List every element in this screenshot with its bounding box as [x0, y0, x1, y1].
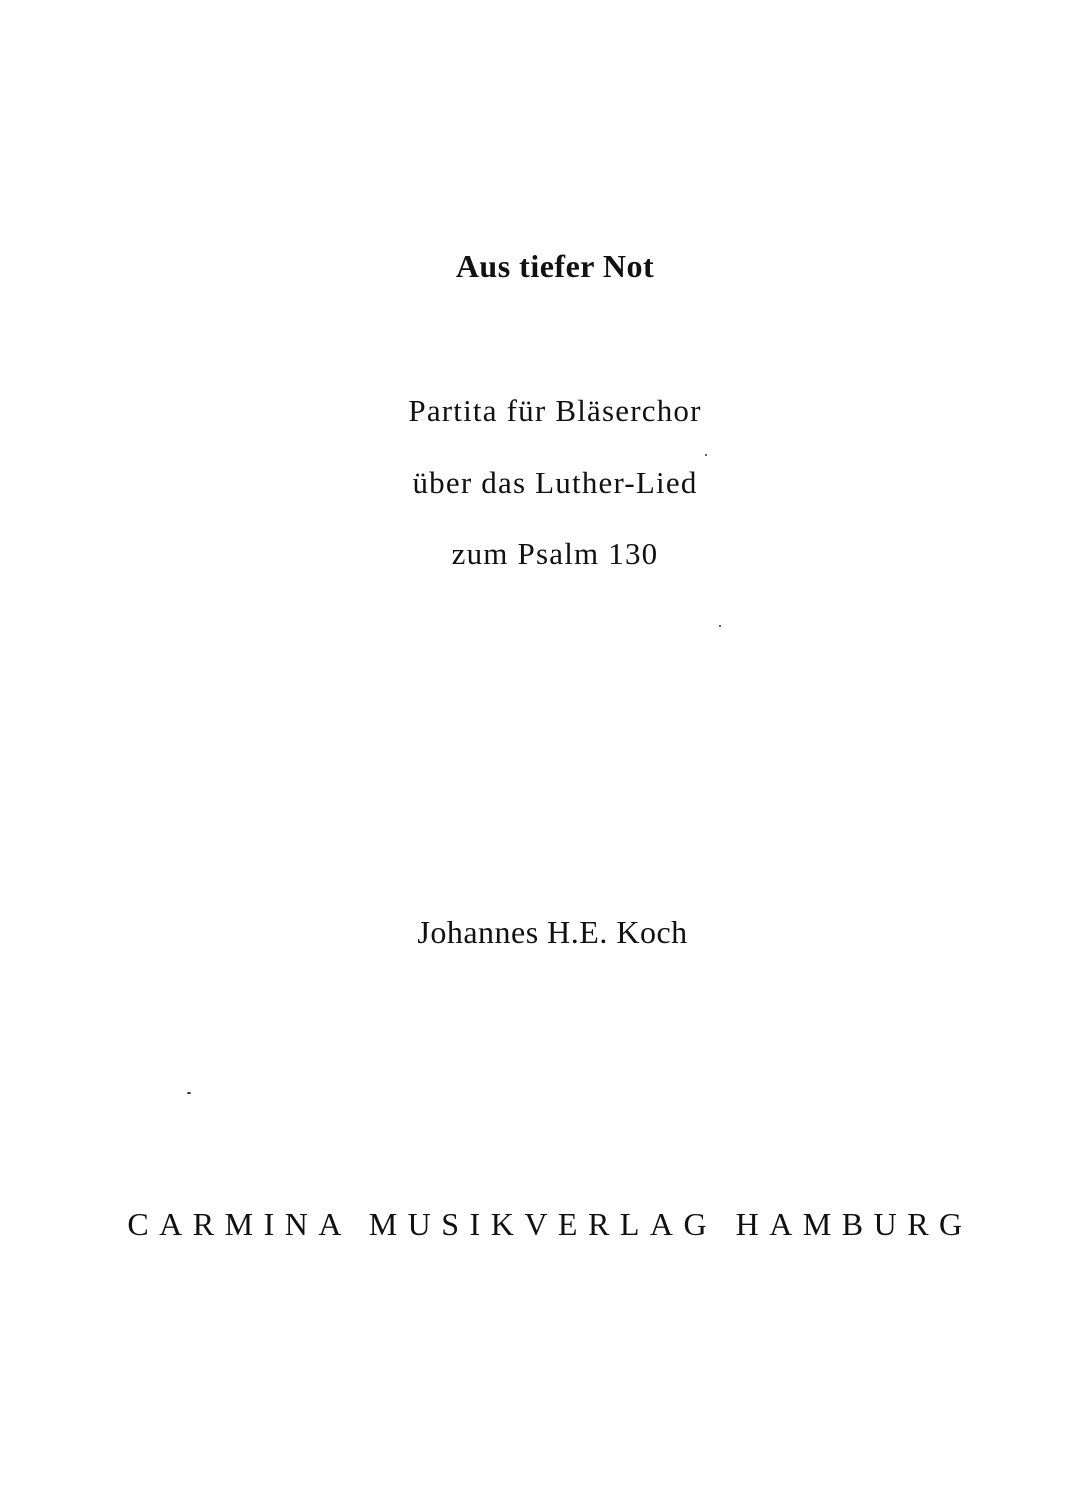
composer-name: Johannes H.E. Koch	[417, 914, 688, 950]
subtitle-line-2: über das Luther-Lied	[412, 465, 698, 500]
scan-speck	[719, 625, 721, 627]
work-title: Aus tiefer Not	[455, 248, 655, 284]
publisher-name: CARMINA MUSIKVERLAG HAMBURG	[127, 1206, 973, 1242]
subtitle-line-3: zum Psalm 130	[451, 536, 659, 571]
subtitle-line-1: Partita für Bläserchor	[408, 393, 702, 428]
scan-speck	[187, 1092, 191, 1094]
scan-speck	[705, 454, 707, 456]
